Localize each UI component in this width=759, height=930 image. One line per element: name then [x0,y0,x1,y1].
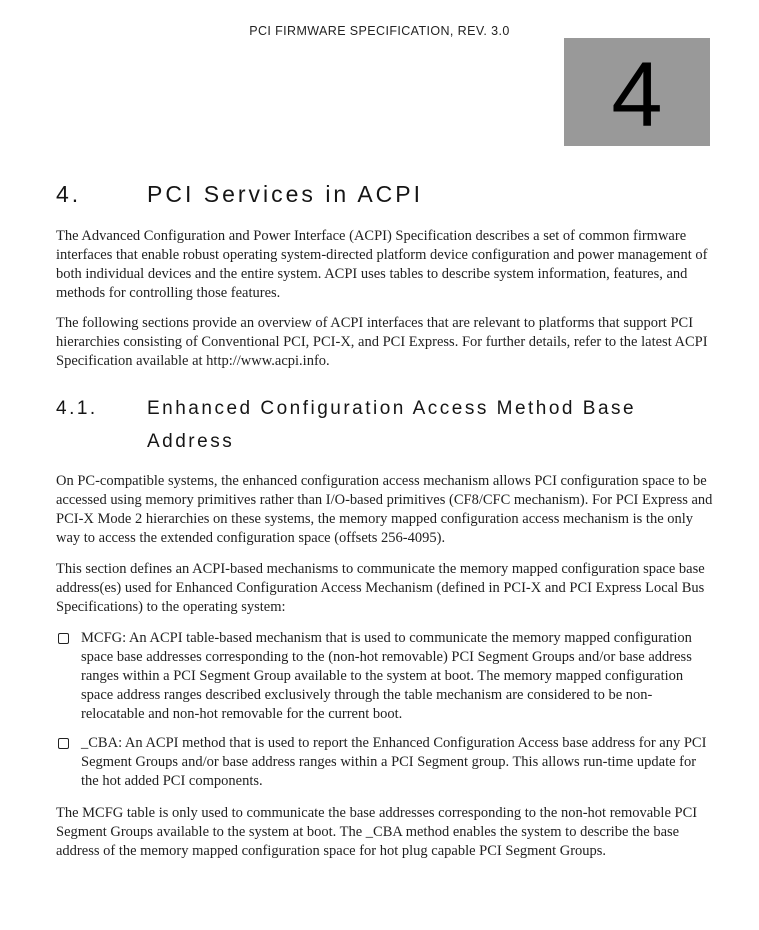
bullet-item-mcfg [56,629,714,724]
section-4-1-paragraph-1: On PC-compatible systems, the enhanced configuration access mechanism allows PCI configuration space to be accessed using memory primitives rather than I/O-based primitives (CF8/CFC mechanism). For PCI Express and PCI-X Mode 2 hierarchies on these systems, the memory mapped configuration access mechanism is the only way to access the extended configuration space (offsets 256-4095). [56,473,713,546]
chapter-heading [56,181,714,208]
section-4-1-heading [56,392,714,458]
section-4-1-paragraph-2: This section defines an ACPI-based mechanisms to communicate the memory mapped configuration space base address(es) used for Enhanced Configuration Access Mechanism (defined in PCI-X and PCI Express Local Bus Specifications) to the operating system: [56,561,705,615]
bullet-item-cba [56,734,714,791]
chapter-heading-title: PCI Services in ACPI [147,181,424,207]
open-square-bullet-icon [58,633,69,644]
chapter-number: 4 [611,44,663,146]
section-4-1-number: 4.1. [56,398,98,419]
bullet-text-mcfg: MCFG: An ACPI table-based mechanism that is used to communicate the memory mapped configuration space base addresses corresponding to the (non-hot removable) PCI Segment Groups and/or base address ranges within a PCI Segment Group available to the system at boot. The memory mapped configuration space address ranges described exclusively through the table mechanism are considered to be non-relocatable and non-hot removable for the current boot. [81,630,692,722]
intro-paragraph-1: The Advanced Configuration and Power Interface (ACPI) Specification describes a set of common firmware interfaces that enable robust operating system-directed platform device configuration and power management of both individual devices and the entire system. ACPI uses tables to describe system information, features, and methods for controlling those features. [56,228,708,301]
open-square-bullet-icon [58,738,69,749]
running-header: PCI FIRMWARE SPECIFICATION, REV. 3.0 [249,24,510,38]
chapter-heading-number: 4. [56,181,82,207]
intro-paragraph-2: The following sections provide an overview of ACPI interfaces that are relevant to platforms that support PCI hierarchies consisting of Conventional PCI, PCI-X, and PCI Express. For further details, refer to the latest ACPI Specification available at http://www.acpi.info. [56,315,708,369]
chapter-tab [564,38,710,146]
section-4-1-title: Enhanced Configuration Access Method Base Address [147,398,637,452]
page-content [56,181,714,861]
section-4-1-paragraph-3: The MCFG table is only used to communicate the base addresses corresponding to the non-hot removable PCI Segment Groups available to the system at boot. The _CBA method enables the system to describe the base address of the memory mapped configuration space for hot plug capable PCI Segment Groups. [56,805,698,859]
bullet-text-cba: _CBA: An ACPI method that is used to report the Enhanced Configuration Access base address for any PCI Segment Groups and/or base address ranges within a PCI Segment group. This allows run-time update for the hot added PCI components. [81,735,707,789]
